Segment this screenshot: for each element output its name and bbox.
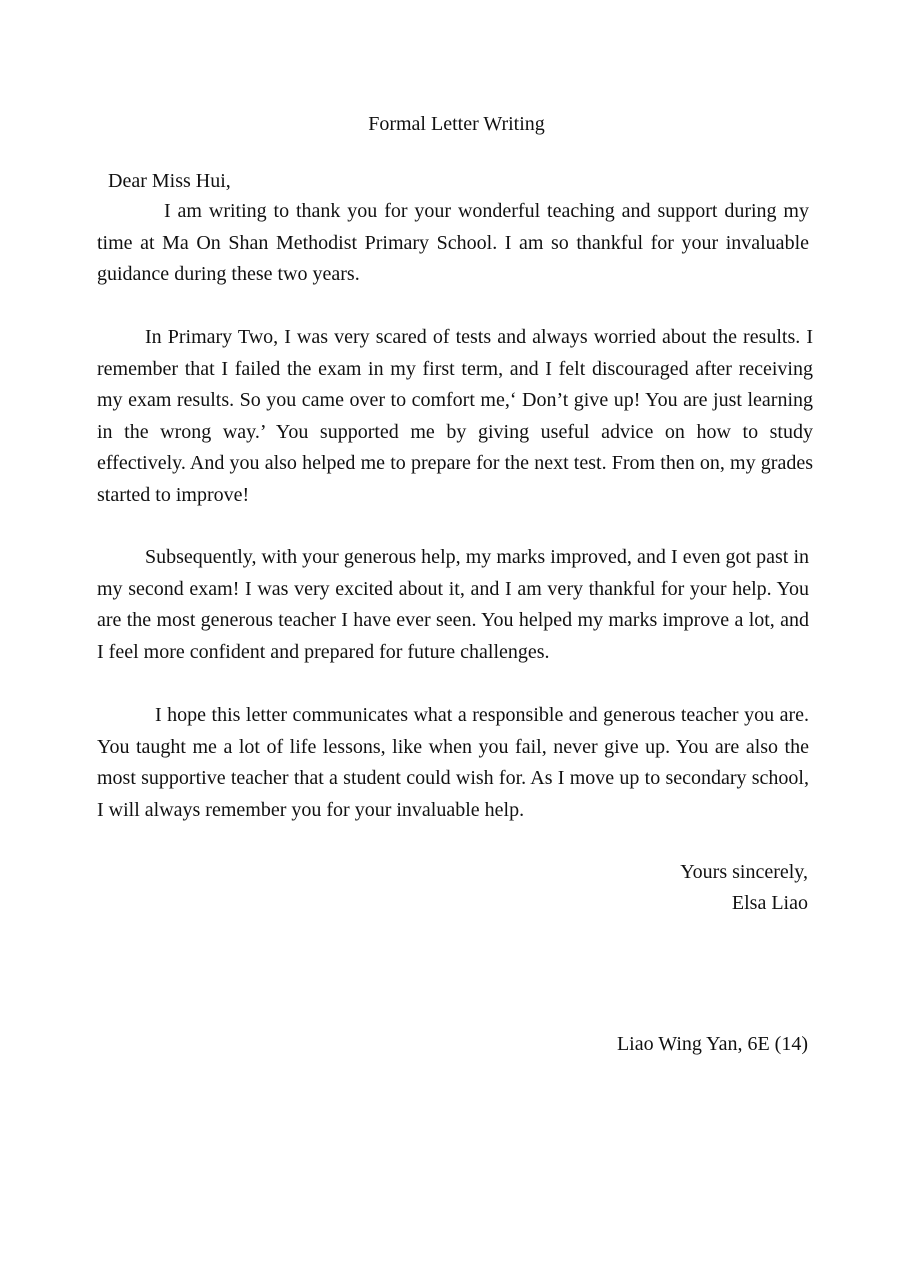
signature-name: Elsa Liao — [731, 892, 808, 914]
paragraph-1: I am writing to thank you for your wonderful teaching and support during my time at Ma On Shan Methodist Primary School. I am so thankful for your invaluable guidance during these two years. — [97, 200, 809, 285]
paragraph-2: In Primary Two, I was very scared of tests and always worried about the results. I remember that I failed the exam in my first term, and I felt discouraged after receiving my exam results. So you came over to comfort me,‘ Don’t give up! You are just learning in the wrong way.’ You supported me by giving useful advice on how to study effectively. And you also helped me to prepare for the next test. From then on, my grades started to improve! — [97, 326, 813, 506]
paragraph-4: I hope this letter communicates what a responsible and generous teacher you are. You taught me a lot of life lessons, like when you fail, never give up. You are also the most supportive teacher that a student could wish for. As I move up to secondary school, I will always remember you for your invaluable help. — [97, 704, 809, 821]
salutation: Dear Miss Hui, — [108, 170, 231, 192]
student-info: Liao Wing Yan, 6E (14) — [616, 1033, 808, 1055]
letter-title: Formal Letter Writing — [368, 113, 545, 135]
paragraph-3: Subsequently, with your generous help, my marks improved, and I even got past in my second exam! I was very excited about it, and I am very thankful for your help. You are the most generous teacher I have ever seen. You helped my marks improve a lot, and I feel more confident and prepared for future challenges. — [97, 546, 809, 663]
closing-line: Yours sincerely, — [680, 861, 808, 883]
